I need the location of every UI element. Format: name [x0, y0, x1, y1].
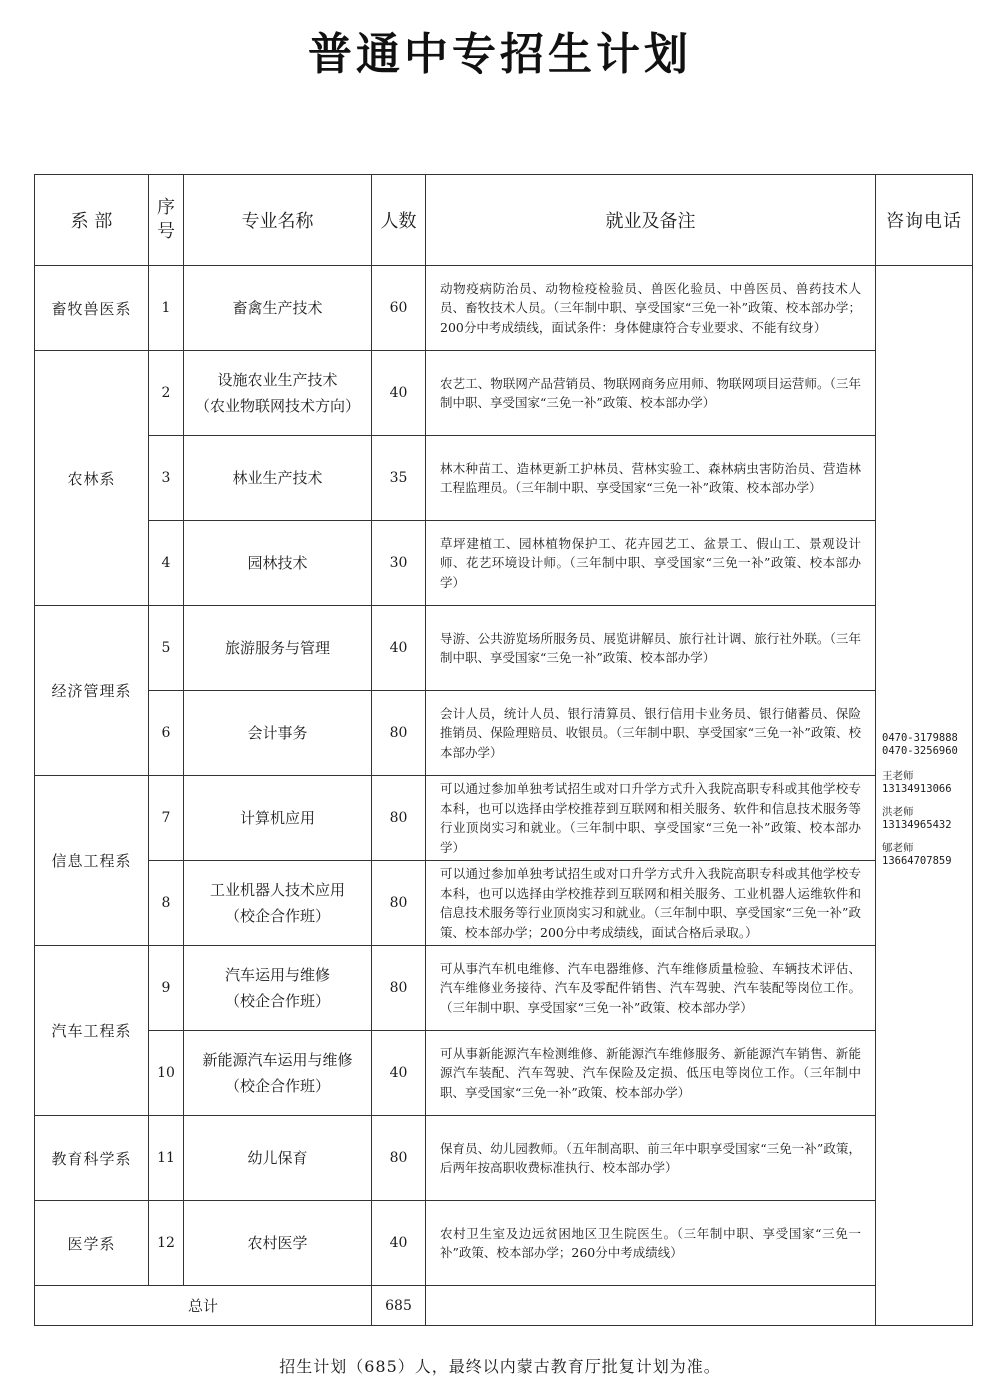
- row-notes: 农艺工、物联网产品营销员、物联网商务应用师、物联网项目运营师。（三年制中职、享受国家“三免一补”政策、校本部办学）: [426, 351, 876, 436]
- table-row: [35, 946, 973, 1031]
- contact-teacher-2-phone: 13134965432: [882, 819, 952, 831]
- row-seq: 8: [149, 861, 184, 946]
- total-count: 685: [372, 1286, 426, 1326]
- header-major: 专业名称: [184, 175, 372, 266]
- row-seq: 4: [149, 521, 184, 606]
- contact-phone-1: 0470-3179888: [882, 732, 958, 744]
- row-major-name: 汽车运用与维修: [224, 966, 330, 984]
- table-row: [35, 436, 973, 521]
- row-count: 40: [372, 1201, 426, 1286]
- total-notes-empty: [426, 1286, 876, 1326]
- row-major-sub: （校企合作班）: [224, 1077, 330, 1095]
- row-major: [184, 861, 372, 946]
- table-row: [35, 606, 973, 691]
- dept-edu: 教育科学系: [35, 1116, 149, 1201]
- table-row: [35, 351, 973, 436]
- row-major: 畜禽生产技术: [184, 266, 372, 351]
- total-label: 总计: [35, 1286, 372, 1326]
- row-notes: 林木种苗工、造林更新工护林员、营林实验工、森林病虫害防治员、营造林工程监理员。（三年制中职、享受国家“三免一补”政策、校本部办学）: [426, 436, 876, 521]
- row-notes: 导游、公共游览场所服务员、展览讲解员、旅行社计调、旅行社外联。（三年制中职、享受国家“三免一补”政策、校本部办学）: [426, 606, 876, 691]
- contact-teacher-1-name: 王老师: [882, 770, 914, 782]
- table-row: [35, 1116, 973, 1201]
- row-major-sub: （农业物联网技术方向）: [194, 397, 360, 415]
- header-count: 人数: [372, 175, 426, 266]
- row-major: 会计事务: [184, 691, 372, 776]
- row-major: [184, 1031, 372, 1116]
- row-count: 40: [372, 606, 426, 691]
- row-major: 旅游服务与管理: [184, 606, 372, 691]
- row-seq: 3: [149, 436, 184, 521]
- dept-agri: 农林系: [35, 351, 149, 606]
- total-row: [35, 1286, 973, 1326]
- row-notes: 可从事新能源汽车检测维修、新能源汽车维修服务、新能源汽车销售、新能源汽车装配、汽车驾驶、汽车保险及定损、低压电等岗位工作。（三年制中职、享受国家“三免一补”政策、校本部办学）: [426, 1031, 876, 1116]
- header-seq: [149, 175, 184, 266]
- header-phone: 咨询电话: [876, 175, 973, 266]
- row-seq: 11: [149, 1116, 184, 1201]
- table-row: [35, 1031, 973, 1116]
- table-row: [35, 1201, 973, 1286]
- page-title: 普通中专招生计划: [308, 29, 692, 80]
- row-seq: 2: [149, 351, 184, 436]
- contact-block: [882, 732, 972, 868]
- row-count: 40: [372, 351, 426, 436]
- row-major-name: 工业机器人技术应用: [209, 881, 345, 899]
- row-count: 80: [372, 691, 426, 776]
- row-major-sub: （校企合作班）: [224, 992, 330, 1010]
- contact-teacher-1-phone: 13134913066: [882, 783, 952, 795]
- row-count: 40: [372, 1031, 426, 1116]
- row-notes: 保育员、幼儿园教师。（五年制高职、前三年中职享受国家“三免一补”政策，后两年按高职收费标准执行、校本部办学）: [426, 1116, 876, 1201]
- row-notes: 可以通过参加单独考试招生或对口升学方式升入我院高职专科或其他学校专本科，也可以选择由学校推荐到互联网和相关服务、工业机器人运维软件和信息技术服务等行业顶岗实习和就业。（三年制中职、享受国家“三免一补”政策、校本部办学；200分中考成绩线，面试合格后录取。）: [426, 861, 876, 946]
- dept-med: 医学系: [35, 1201, 149, 1286]
- row-major: 园林技术: [184, 521, 372, 606]
- row-notes: 动物疫病防治员、动物检疫检验员、兽医化验员、中兽医员、兽药技术人员、畜牧技术人员。（三年制中职、享受国家“三免一补”政策、校本部办学；200分中考成绩线，面试条件：身体健康符合专业要求、不能有纹身）: [426, 266, 876, 351]
- contact-teacher-2-name: 洪老师: [882, 806, 914, 818]
- row-major: [184, 946, 372, 1031]
- dept-info: 信息工程系: [35, 776, 149, 946]
- row-major: 林业生产技术: [184, 436, 372, 521]
- table-row: [35, 776, 973, 861]
- row-seq: 5: [149, 606, 184, 691]
- row-seq: 9: [149, 946, 184, 1031]
- row-major: 农村医学: [184, 1201, 372, 1286]
- row-notes: 可从事汽车机电维修、汽车电器维修、汽车维修质量检验、车辆技术评估、汽车维修业务接待、汽车及零配件销售、汽车驾驶、汽车装配等岗位工作。（三年制中职、享受国家“三免一补”政策、校本部办学）: [426, 946, 876, 1031]
- header-department: 系 部: [35, 175, 149, 266]
- row-notes: 可以通过参加单独考试招生或对口升学方式升入我院高职专科或其他学校专本科，也可以选择由学校推荐到互联网和相关服务、软件和信息技术服务等行业顶岗实习和就业。（三年制中职、享受国家“三免一补”政策、校本部办学）: [426, 776, 876, 861]
- row-notes: 草坪建植工、园林植物保护工、花卉园艺工、盆景工、假山工、景观设计师、花艺环境设计师。（三年制中职、享受国家“三免一补”政策、校本部办学）: [426, 521, 876, 606]
- row-major: 计算机应用: [184, 776, 372, 861]
- row-major: 幼儿保育: [184, 1116, 372, 1201]
- row-seq: 10: [149, 1031, 184, 1116]
- row-major-name: 新能源汽车运用与维修: [202, 1051, 353, 1069]
- row-major-name: 设施农业生产技术: [217, 371, 338, 389]
- row-count: 80: [372, 776, 426, 861]
- row-count: 80: [372, 946, 426, 1031]
- table-row: [35, 266, 973, 351]
- table-row: [35, 521, 973, 606]
- header-seq-label: 序号: [157, 197, 175, 242]
- row-count: 30: [372, 521, 426, 606]
- table-row: [35, 691, 973, 776]
- row-count: 60: [372, 266, 426, 351]
- row-notes: 会计人员，统计人员、银行清算员、银行信用卡业务员、银行储蓄员、保险推销员、保险理赔员、收银员。（三年制中职、享受国家“三免一补”政策、校本部办学）: [426, 691, 876, 776]
- row-count: 80: [372, 861, 426, 946]
- dept-animal: 畜牧兽医系: [35, 266, 149, 351]
- row-seq: 1: [149, 266, 184, 351]
- row-notes: 农村卫生室及边远贫困地区卫生院医生。（三年制中职、享受国家“三免一补”政策、校本部办学；260分中考成绩线）: [426, 1201, 876, 1286]
- row-seq: 12: [149, 1201, 184, 1286]
- row-count: 80: [372, 1116, 426, 1201]
- contact-teacher-3-phone: 13664707859: [882, 855, 952, 867]
- contact-cell: [876, 266, 973, 1326]
- footer-note: 招生计划（685）人，最终以内蒙古教育厅批复计划为准。: [279, 1357, 721, 1376]
- row-count: 35: [372, 436, 426, 521]
- row-major: [184, 351, 372, 436]
- row-major-sub: （校企合作班）: [224, 907, 330, 925]
- dept-auto: 汽车工程系: [35, 946, 149, 1116]
- row-seq: 7: [149, 776, 184, 861]
- row-seq: 6: [149, 691, 184, 776]
- contact-teacher-3-name: 郇老师: [882, 842, 914, 854]
- table-header-row: [35, 175, 973, 266]
- enrollment-plan-table: [34, 174, 973, 1326]
- header-notes: 就业及备注: [426, 175, 876, 266]
- contact-phone-2: 0470-3256960: [882, 745, 958, 757]
- table-row: [35, 861, 973, 946]
- dept-econ: 经济管理系: [35, 606, 149, 776]
